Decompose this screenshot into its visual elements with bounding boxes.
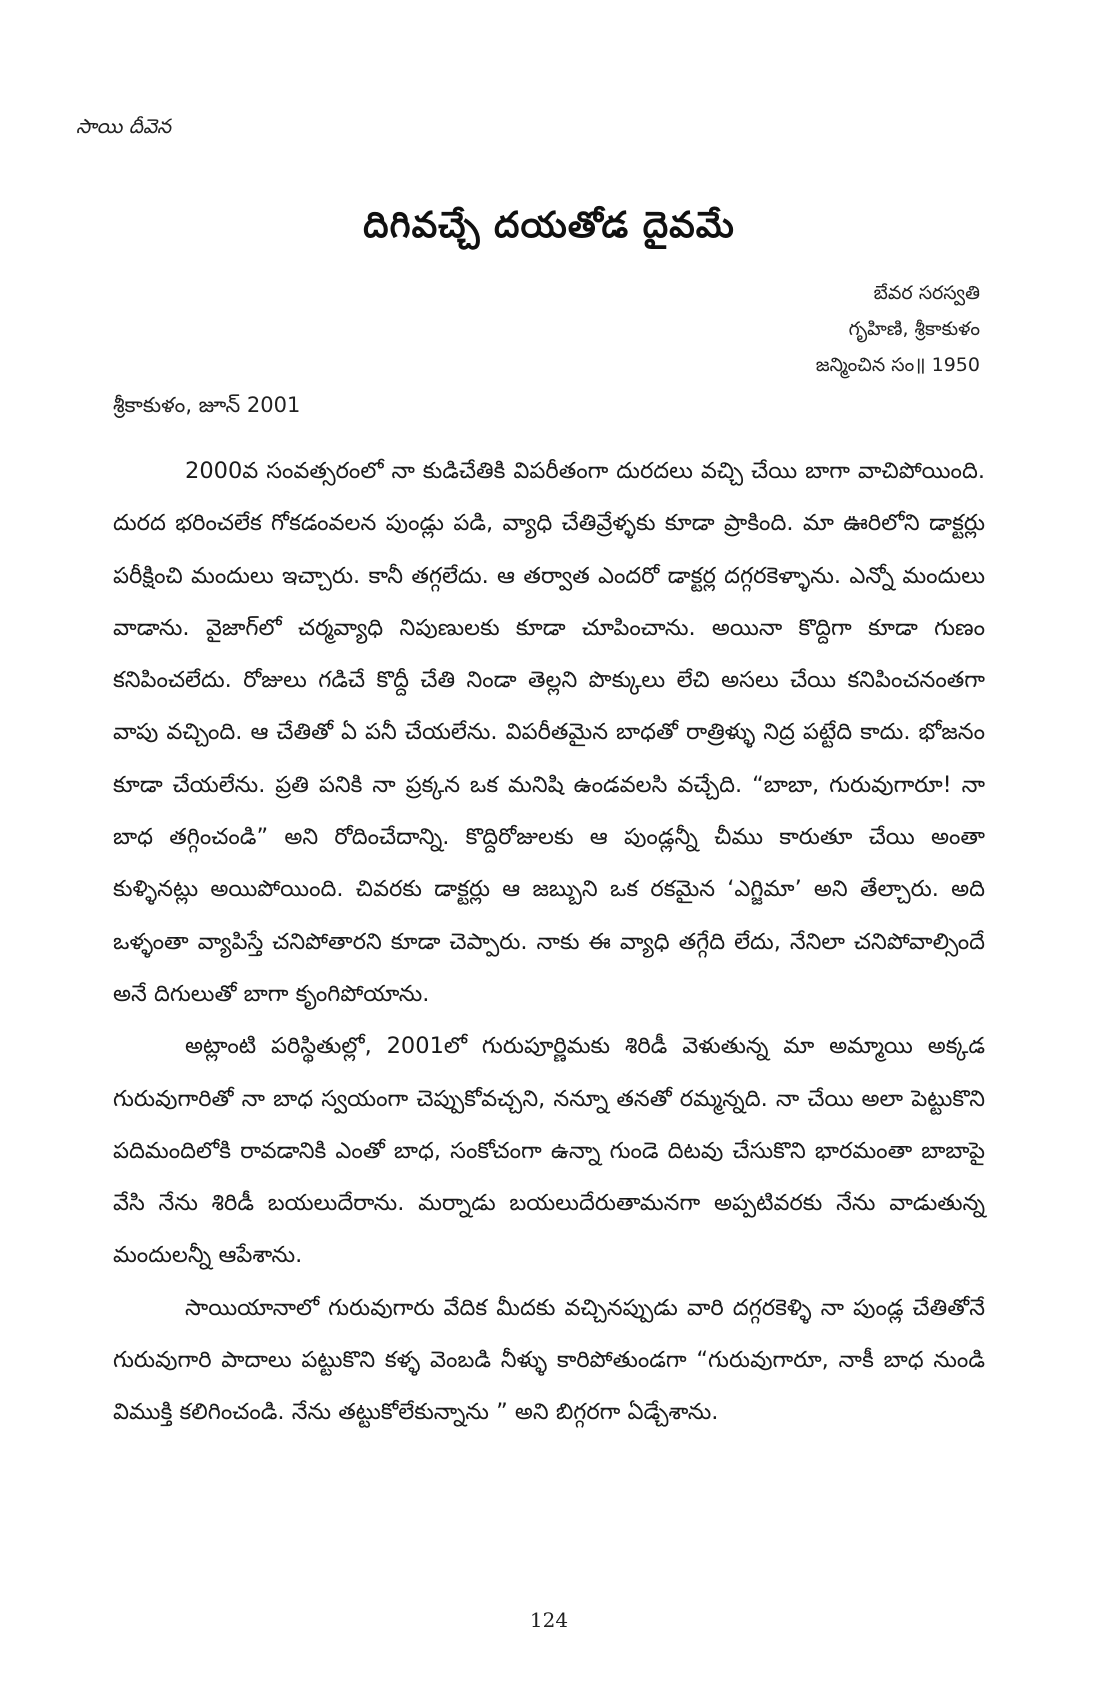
body-paragraph: అట్లాంటి పరిస్థితుల్లో, 2001లో గురుపూర్ణిమకు శిరిడీ వెళుతున్న మా అమ్మాయి అక్కడ గురువుగారితో నా బాధ స్వయంగా చెప్పుకోవచ్చని, నన్నూ తనతో రమ్మన్నది. నా చేయి అలా పెట్టుకొని పదిమందిలోకి రావడానికి ఎంతో బాధ, సంకోచంగా ఉన్నా గుండె దిటవు చేసుకొని భారమంతా బాబాపై వేసి నేను శిరిడీ బయలుదేరాను. మర్నాడు బయలుదేరుతామనగా అప్పటివరకు నేను వాడుతున్న మందులన్నీ ఆపేశాను. xyxy=(113,1033,985,1269)
article-title: దిగివచ్చే దయతోడ దైవమే xyxy=(363,205,735,246)
running-header: సాయి దీవెన xyxy=(76,114,172,138)
place-date: శ్రీకాకుళం, జూన్ 2001 xyxy=(113,393,301,417)
author-name: బేవర సరస్వతి xyxy=(873,282,980,304)
author-birth-year: జన్మించిన సం॥ 1950 xyxy=(815,354,980,376)
author-byline xyxy=(816,275,980,383)
article-body xyxy=(113,445,985,1439)
body-paragraph: సాయియానాలో గురువుగారు వేదిక మీదకు వచ్చినప్పుడు వారి దగ్గరకెళ్ళి నా పుండ్ల చేతితోనే గురువుగారి పాదాలు పట్టుకొని కళ్ళ వెంబడి నీళ్ళు కారిపోతుండగా “గురువుగారూ, నాకీ బాధ నుండి విముక్తి కలిగించండి. నేను తట్టుకోలేకున్నాను ” అని బిగ్గరగా ఏడ్చేశాను. xyxy=(113,1294,985,1426)
page-number: 124 xyxy=(529,1608,569,1632)
body-paragraph: 2000వ సంవత్సరంలో నా కుడిచేతికి విపరీతంగా దురదలు వచ్చి చేయి బాగా వాచిపోయింది. దురద భరించలేక గోకడంవలన పుండ్లు పడి, వ్యాధి చేతివ్రేళ్ళకు కూడా ప్రాకింది. మా ఊరిలోని డాక్టర్లు పరీక్షించి మందులు ఇచ్చారు. కానీ తగ్గలేదు. ఆ తర్వాత ఎందరో డాక్టర్ల దగ్గరకెళ్ళాను. ఎన్నో మందులు వాడాను. వైజాగ్‌లో చర్మవ్యాధి నిపుణులకు కూడా చూపించాను. అయినా కొద్దిగా కూడా గుణం కనిపించలేదు. రోజులు గడిచే కొద్దీ చేతి నిండా తెల్లని పొక్కులు లేచి అసలు చేయి కనిపించనంతగా వాపు వచ్చింది. ఆ చేతితో ఏ పనీ చేయలేను. విపరీతమైన బాధతో రాత్రిళ్ళు నిద్ర పట్టేది కాదు. భోజనం కూడా చేయలేను. ప్రతి పనికి నా ప్రక్కన ఒక మనిషి ఉండవలసి వచ్చేది. “బాబా, గురువుగారూ! నా బాధ తగ్గించండి” అని రోదించేదాన్ని. కొద్దిరోజులకు ఆ పుండ్లన్నీ చీము కారుతూ చేయి అంతా కుళ్ళినట్లు అయిపోయింది. చివరకు డాక్టర్లు ఆ జబ్బుని ఒక రకమైన ‘ఎగ్జిమా’ అని తేల్చారు. అది ఒళ్ళంతా వ్యాపిస్తే చనిపోతారని కూడా చెప్పారు. నాకు ఈ వ్యాధి తగ్గేది లేదు, నేనిలా చనిపోవాల్సిందే అనే దిగులుతో బాగా కృంగిపోయాను. xyxy=(113,458,985,1007)
author-occupation-place: గృహిణి, శ్రీకాకుళం xyxy=(848,318,980,340)
